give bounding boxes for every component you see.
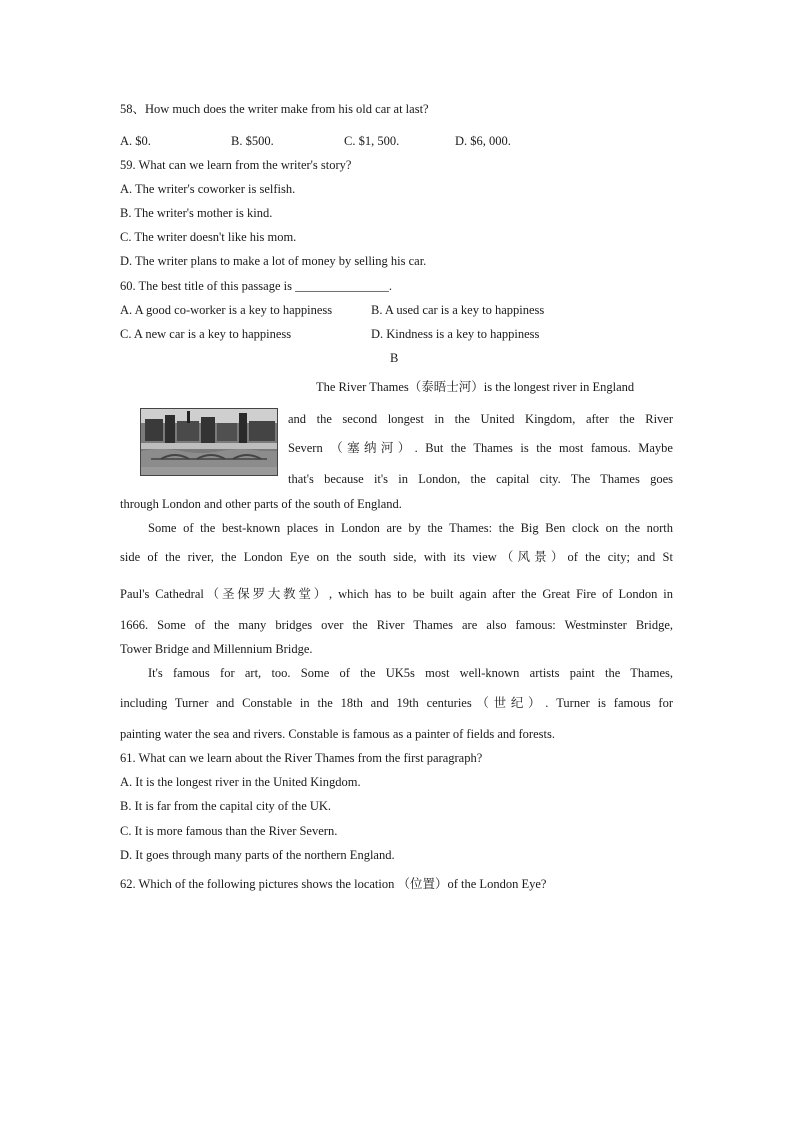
- para1-line3: Severn （塞纳河）. But the Thames is the most famous. Maybe: [288, 441, 673, 455]
- para3-line3: painting water the sea and rivers. Constable is famous as a painter of fields and forests.: [120, 727, 555, 741]
- para2-line1: Some of the best-known places in London are by the Thames: the Big Ben clock on the north: [148, 521, 673, 535]
- q58-option-a: A. $0.: [120, 134, 151, 148]
- q60-option-c: C. A new car is a key to happiness: [120, 327, 292, 341]
- para2-line5: Tower Bridge and Millennium Bridge.: [120, 642, 313, 656]
- q58-option-b: B. $500.: [231, 134, 274, 148]
- q61-option-c: C. It is more famous than the River Severn.: [120, 824, 338, 838]
- para2-line4: 1666. Some of the many bridges over the River Thames are also famous: Westminster Bridge,: [120, 618, 673, 632]
- para2-line3: Paul's Cathedral（圣保罗大教堂）, which has to be built again after the Great Fire of London in: [120, 587, 673, 601]
- para3-line2: including Turner and Constable in the 18th and 19th centuries（世纪）. Turner is famous for: [120, 696, 673, 710]
- q58-option-c: C. $1, 500.: [344, 134, 400, 148]
- q60-option-a: A. A good co-worker is a key to happiness: [120, 303, 333, 317]
- q61-option-a: A. It is the longest river in the United Kingdom.: [120, 775, 361, 789]
- q59-option-b: B. The writer's mother is kind.: [120, 206, 273, 220]
- question-60: 60. The best title of this passage is _______________.: [120, 279, 392, 293]
- question-62: 62. Which of the following pictures shows the location （位置）of the London Eye?: [120, 877, 547, 891]
- para1-line2: and the second longest in the United Kingdom, after the River: [288, 412, 673, 426]
- question-59: 59. What can we learn from the writer's story?: [120, 158, 352, 172]
- thames-photo: [140, 408, 278, 476]
- para1-line4: that's because it's in London, the capital city. The Thames goes: [288, 472, 673, 486]
- thames-photo-graphic: [141, 409, 277, 475]
- q60-option-b: B. A used car is a key to happiness: [371, 303, 545, 317]
- q61-option-d: D. It goes through many parts of the northern England.: [120, 848, 395, 862]
- q59-option-c: C. The writer doesn't like his mom.: [120, 230, 297, 244]
- question-58: 58、How much does the writer make from his old car at last?: [120, 102, 429, 116]
- q59-option-a: A. The writer's coworker is selfish.: [120, 182, 296, 196]
- q61-option-b: B. It is far from the capital city of the UK.: [120, 799, 332, 813]
- para3-line1: It's famous for art, too. Some of the UK5s most well-known artists paint the Thames,: [148, 666, 673, 680]
- q59-option-d: D. The writer plans to make a lot of money by selling his car.: [120, 254, 427, 268]
- q60-option-d: D. Kindness is a key to happiness: [371, 327, 540, 341]
- question-61: 61. What can we learn about the River Thames from the first paragraph?: [120, 751, 483, 765]
- section-heading: B: [390, 351, 399, 365]
- q58-option-d: D. $6, 000.: [455, 134, 511, 148]
- para1-line1: The River Thames（泰晤士河）is the longest river in England: [316, 380, 635, 394]
- para1-line5: through London and other parts of the south of England.: [120, 497, 402, 511]
- para2-line2: side of the river, the London Eye on the south side, with its view（风景）of the city; and St: [120, 550, 673, 564]
